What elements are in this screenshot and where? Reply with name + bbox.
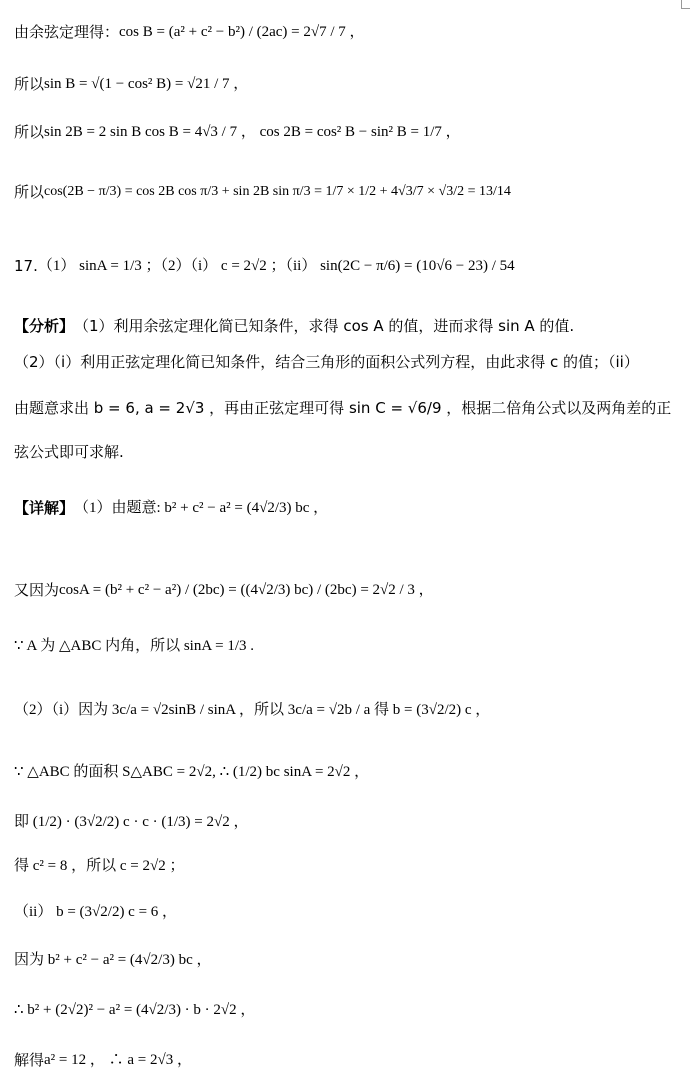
line-cosB (14, 22, 688, 42)
analysis-text-3: 由题意求出 b = 6, a = 2√3 ，再由正弦定理可得 sin C = √6/9 ，根据二倍角公式以及两角差的正 (14, 399, 672, 417)
q17-answer-line (14, 256, 688, 276)
detail-text-3: ∵ A 为 △ABC 内角，所以 sinA = 1/3 . (14, 638, 254, 654)
detail-text-10: ∴ b² + (2√2)² − a² = (4√2/3) · b · 2√2 ， (14, 1002, 256, 1018)
line-cos-difference (14, 182, 688, 202)
analysis-text-1: （1）利用余弦定理化简已知条件，求得 cos A 的值，进而求得 sin A 的值. (74, 317, 575, 335)
line4-math: cos(2B − π/3) = cos 2B cos π/3 + sin 2B sin π/3 = 1/7 × 1/2 + 4√3/7 × √3/2 = 13/14 (44, 184, 511, 199)
analysis-text-2: （2）（i）利用正弦定理化简已知条件，结合三角形的面积公式列方程，由此求得 c 的值；（ii） (14, 353, 639, 371)
detail-text-6: 即 (1/2) · (3√2/2) c · c · (1/3) = 2√2 ， (14, 814, 249, 830)
detail-text-4: （2）（i）因为 3c/a = √2sinB / sinA ，所以 3c/a = √2b / a 得 b = (3√2/2) c ， (14, 702, 491, 718)
detail-11-math: a² = 12 ， ∴ a = 2√3 ， (44, 1052, 192, 1068)
detail-line-7 (14, 856, 688, 876)
detail-line-4 (14, 700, 688, 720)
line-sin2B-cos2B (14, 122, 688, 142)
detail-11-text: 解得 (14, 1051, 45, 1069)
detail-line-3 (14, 636, 688, 656)
line2-math: sin B = √(1 − cos² B) = √21 / 7 ， (44, 76, 249, 92)
analysis-line-1 (14, 316, 688, 336)
detail-text-8: （ii） b = (3√2/2) c = 6 ， (14, 904, 178, 920)
analysis-text-4: 弦公式即可求解. (14, 443, 124, 461)
detail-tag: 【详解】 (14, 499, 75, 517)
line2-text: 所以 (14, 75, 45, 93)
detail-2-math: cosA = (b² + c² − a²) / (2bc) = ((4√2/3) bc) / (2bc) = 2√2 / 3 ， (59, 582, 434, 598)
q17-label: 17. (14, 257, 38, 275)
detail-text-1: （1）由题意: b² + c² − a² = (4√2/3) bc ， (74, 500, 329, 516)
detail-line-6 (14, 812, 688, 832)
line3-math: sin 2B = 2 sin B cos B = 4√3 / 7 ， cos 2B = cos² B − sin² B = 1/7 ， (44, 124, 461, 140)
analysis-line-4 (14, 442, 688, 462)
detail-line-1 (14, 498, 688, 518)
analysis-line-2 (14, 352, 688, 372)
analysis-line-3 (14, 398, 688, 418)
detail-line-5 (14, 762, 688, 782)
line4-text: 所以 (14, 183, 45, 201)
detail-line-11 (14, 1050, 688, 1070)
line-sinB (14, 74, 688, 94)
line1-text: 由余弦定理得： (14, 23, 120, 41)
detail-line-9 (14, 950, 688, 970)
detail-line-2 (14, 580, 688, 600)
detail-line-10 (14, 1000, 688, 1020)
detail-text-5: ∵ △ABC 的面积 S△ABC = 2√2, ∴ (1/2) bc sinA = 2√2 ， (14, 764, 370, 780)
q17-math: （1） sinA = 1/3 ；（2）（i） c = 2√2 ；（ii） sin(2C − π/6) = (10√6 − 23) / 54 (37, 258, 515, 274)
detail-text-9: 因为 b² + c² − a² = (4√2/3) bc ， (14, 952, 212, 968)
line1-math: cos B = (a² + c² − b²) / (2ac) = 2√7 / 7 ， (119, 24, 365, 40)
detail-2-text: 又因为 (14, 581, 60, 599)
analysis-tag: 【分析】 (14, 317, 75, 335)
detail-line-8 (14, 902, 688, 922)
line3-text: 所以 (14, 123, 45, 141)
detail-text-7: 得 c² = 8 ，所以 c = 2√2 ； (14, 858, 185, 874)
page-corner-mark (681, 0, 690, 9)
